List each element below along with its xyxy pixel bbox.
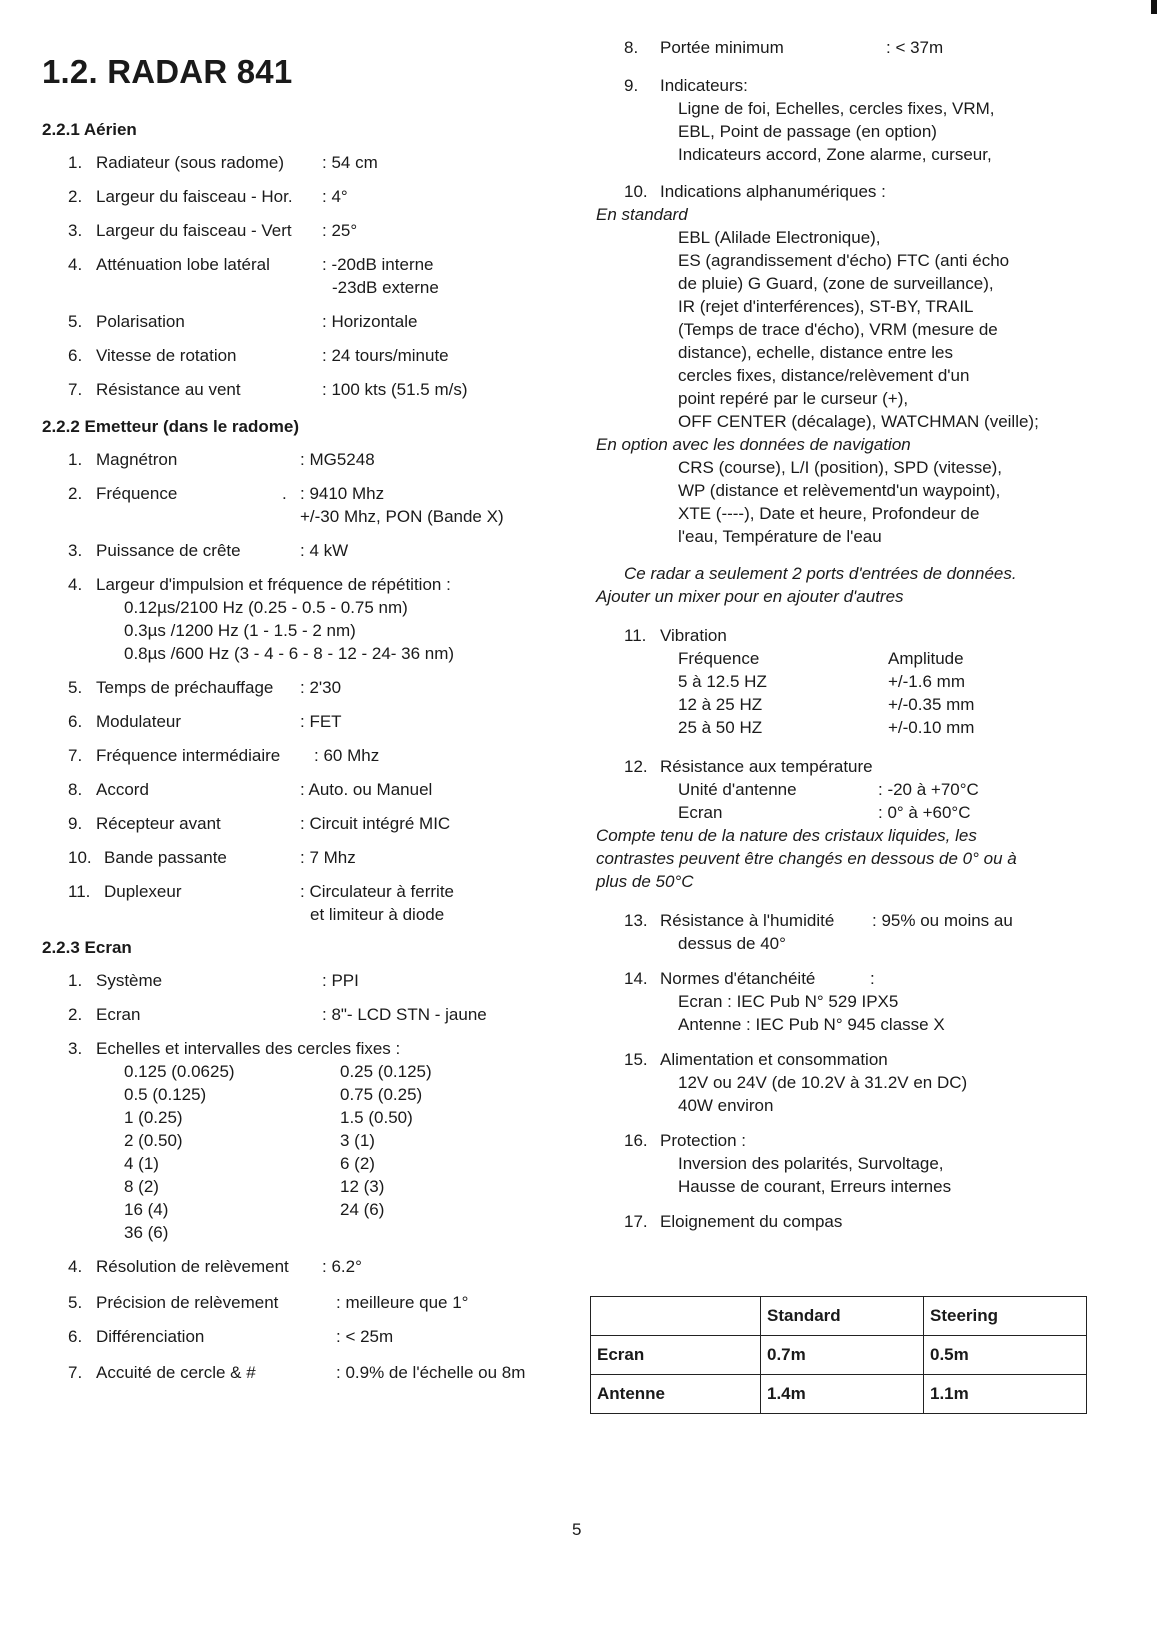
list-item: 6. Différenciation : < 25m xyxy=(68,1327,394,1346)
grid-row: 36 (6) xyxy=(124,1223,169,1242)
spec-portee: 8. Portée minimum : < 37m xyxy=(624,38,944,57)
list-item: 2. Fréquence . : 9410 Mhz +/-30 Mhz, PON (Bande X) xyxy=(68,484,504,526)
table-cell: 0.7m xyxy=(761,1336,924,1375)
list-item: 5. Polarisation : Horizontale xyxy=(68,312,418,331)
list-item: 1. Magnétron : MG5248 xyxy=(68,450,375,469)
list-item: 6. Modulateur : FET xyxy=(68,712,342,731)
spec-protection: 16. Protection : Inversion des polarités, Survoltage, Hausse de courant, Erreurs internes xyxy=(624,1131,952,1196)
page-title: 1.2. RADAR 841 xyxy=(42,53,293,90)
table-row xyxy=(591,1297,1087,1336)
grid-row: 2 (0.50) 3 (1) xyxy=(124,1131,375,1150)
list-item: 6. Vitesse de rotation : 24 tours/minute xyxy=(68,346,449,365)
scan-corner-mark xyxy=(1151,0,1157,14)
list-item: 3. Puissance de crête : 4 kW xyxy=(68,541,349,560)
list-item: 7. Accuité de cercle & # : 0.9% de l'échelle ou 8m xyxy=(68,1363,526,1382)
section-heading-ecran: 2.2.3 Ecran xyxy=(42,938,132,957)
impulse-sublist: 0.12µs/2100 Hz (0.25 - 0.5 - 0.75 nm) 0.3µs /1200 Hz (1 - 1.5 - 2 nm) 0.8µs /600 Hz (3 - 4 - 6 - 8 - 12 - 24- 36 nm) xyxy=(124,598,455,663)
compas-table xyxy=(590,1296,1087,1414)
list-item: 2. Ecran : 8"- LCD STN - jaune xyxy=(68,1005,487,1024)
list-item: 10. Bande passante : 7 Mhz xyxy=(68,848,356,867)
list-item: 4. Largeur d'impulsion et fréquence de répétition : 0.12µs/2100 Hz (0.25 - 0.5 - 0.75 nm) 0.3µs /1200 Hz (1 - 1.5 - 2 nm) 0.8µs /600 Hz (3 - 4 - 6 - 8 - 12 - 24- 36 nm) xyxy=(68,575,455,663)
emetteur-list xyxy=(42,448,582,926)
aerien-list xyxy=(42,151,582,401)
list-item: 8. Accord : Auto. ou Manuel xyxy=(68,780,433,799)
table-cell: 0.5m xyxy=(924,1336,1087,1375)
spec-indicateurs: 9. Indicateurs: Ligne de foi, Echelles, cercles fixes, VRM, EBL, Point de passage (en option) Indicateurs accord, Zone alarme, curseur, xyxy=(624,76,995,164)
list-item: 3. Echelles et intervalles des cercles fixes : 0.125 (0.0625) 0.25 (0.125) 0.5 (0.125) 0.75 (0.25) 1 (0.25) 1.5 (0.50) 2 (0.50) 3 (1) 4 (1) 6 (2) 8 (2) 12 (3) 16 (4) 24 (6) 36 (6) xyxy=(68,1039,432,1242)
list-item: 7. Résistance au vent : 100 kts (51.5 m/s) xyxy=(68,380,468,399)
table-header: Steering xyxy=(924,1297,1087,1336)
spec-vibration: 11. Vibration Fréquence Amplitude 5 à 12.5 HZ +/-1.6 mm 12 à 25 HZ +/-0.35 mm 25 à 50 HZ +/-0.10 mm xyxy=(624,626,975,737)
spec-alimentation: 15. Alimentation et consommation 12V ou 24V (de 10.2V à 31.2V en DC) 40W environ xyxy=(624,1050,968,1115)
spec-humidite: 13. Résistance à l'humidité : 95% ou moins au dessus de 40° xyxy=(624,911,1013,953)
list-item: 4. Résolution de relèvement : 6.2° xyxy=(68,1257,362,1276)
grid-row: 0.125 (0.0625) 0.25 (0.125) xyxy=(124,1062,432,1081)
section-heading-emetteur: 2.2.2 Emetteur (dans le radome) xyxy=(42,417,299,436)
table-cell: Ecran xyxy=(591,1336,761,1375)
grid-row: 16 (4) 24 (6) xyxy=(124,1200,385,1219)
list-item: 1. Système : PPI xyxy=(68,971,359,990)
spec-temperature: 12. Résistance aux température Unité d'antenne : -20 à +70°C Ecran : 0° à +60°C xyxy=(624,757,979,822)
list-item: 5. Précision de relèvement : meilleure que 1° xyxy=(68,1293,469,1312)
table-cell: 1.1m xyxy=(924,1375,1087,1414)
list-item: 11. Duplexeur : Circulateur à ferrite et limiteur à diode xyxy=(68,882,454,924)
table-cell: Antenne xyxy=(591,1375,761,1414)
list-item: 7. Fréquence intermédiaire : 60 Mhz xyxy=(68,746,380,765)
table-header: Standard xyxy=(761,1297,924,1336)
right-column xyxy=(596,36,1126,1233)
table-row xyxy=(591,1375,1087,1414)
standard-label: En standard xyxy=(596,205,688,224)
ecran-list xyxy=(42,969,582,1384)
note-lcd: Compte tenu de la nature des cristaux liquides, les contrastes peuvent être changés en dessous de 0° ou à plus de 50°C xyxy=(596,826,1017,891)
list-item: 5. Temps de préchauffage : 2'30 xyxy=(68,678,342,697)
spec-etancheite: 14. Normes d'étanchéité : Ecran : IEC Pub N° 529 IPX5 Antenne : IEC Pub N° 945 classe X xyxy=(624,969,945,1034)
table-row xyxy=(591,1336,1087,1375)
list-item: 2. Largeur du faisceau - Hor. : 4° xyxy=(68,187,348,206)
list-item: 1. Radiateur (sous radome) : 54 cm xyxy=(68,153,378,172)
table-cell: 1.4m xyxy=(761,1375,924,1414)
option-label: En option avec les données de navigation xyxy=(596,435,911,454)
spec-alphanumeriques: 10. Indications alphanumériques : En standard EBL (Alilade Electronique), ES (agrandissement d'écho) FTC (anti écho de pluie) G Guard, (zone de surveillance), IR (rejet d'interférences), ST-BY, TRAIL (Temps de trace d'écho), VRM (mesure de distance), echelle, distance entre les cercles fixes, distance/relèvement d'un point repéré par le curseur (+), OFF CENTER (décalage), WATCHMAN (veille); En option avec les données de navigation CRS (course), L/I (position), SPD (vitesse), WP (distance et relèvementd'un waypoint), XTE (----), Date et heure, Profondeur de l'eau, Température de l'eau xyxy=(596,180,1126,548)
list-item: 3. Largeur du faisceau - Vert : 25° xyxy=(68,221,358,240)
grid-row: 4 (1) 6 (2) xyxy=(124,1154,375,1173)
left-column xyxy=(42,44,582,1384)
list-item: 4. Atténuation lobe latéral : -20dB interne -23dB externe xyxy=(68,255,439,297)
grid-row: 8 (2) 12 (3) xyxy=(124,1177,385,1196)
page-number: 5 xyxy=(572,1520,582,1539)
list-item: 9. Récepteur avant : Circuit intégré MIC xyxy=(68,814,451,833)
note-ports: Ce radar a seulement 2 ports d'entrées de données. Ajouter un mixer pour en ajouter d'autres xyxy=(596,564,1017,606)
table-cell xyxy=(591,1297,761,1336)
echelles-grid xyxy=(124,1060,432,1244)
spec-compas: 17. Eloignement du compas xyxy=(624,1212,843,1231)
section-heading-aerien: 2.2.1 Aérien xyxy=(42,120,137,139)
grid-row: 1 (0.25) 1.5 (0.50) xyxy=(124,1108,413,1127)
grid-row: 0.5 (0.125) 0.75 (0.25) xyxy=(124,1085,423,1104)
